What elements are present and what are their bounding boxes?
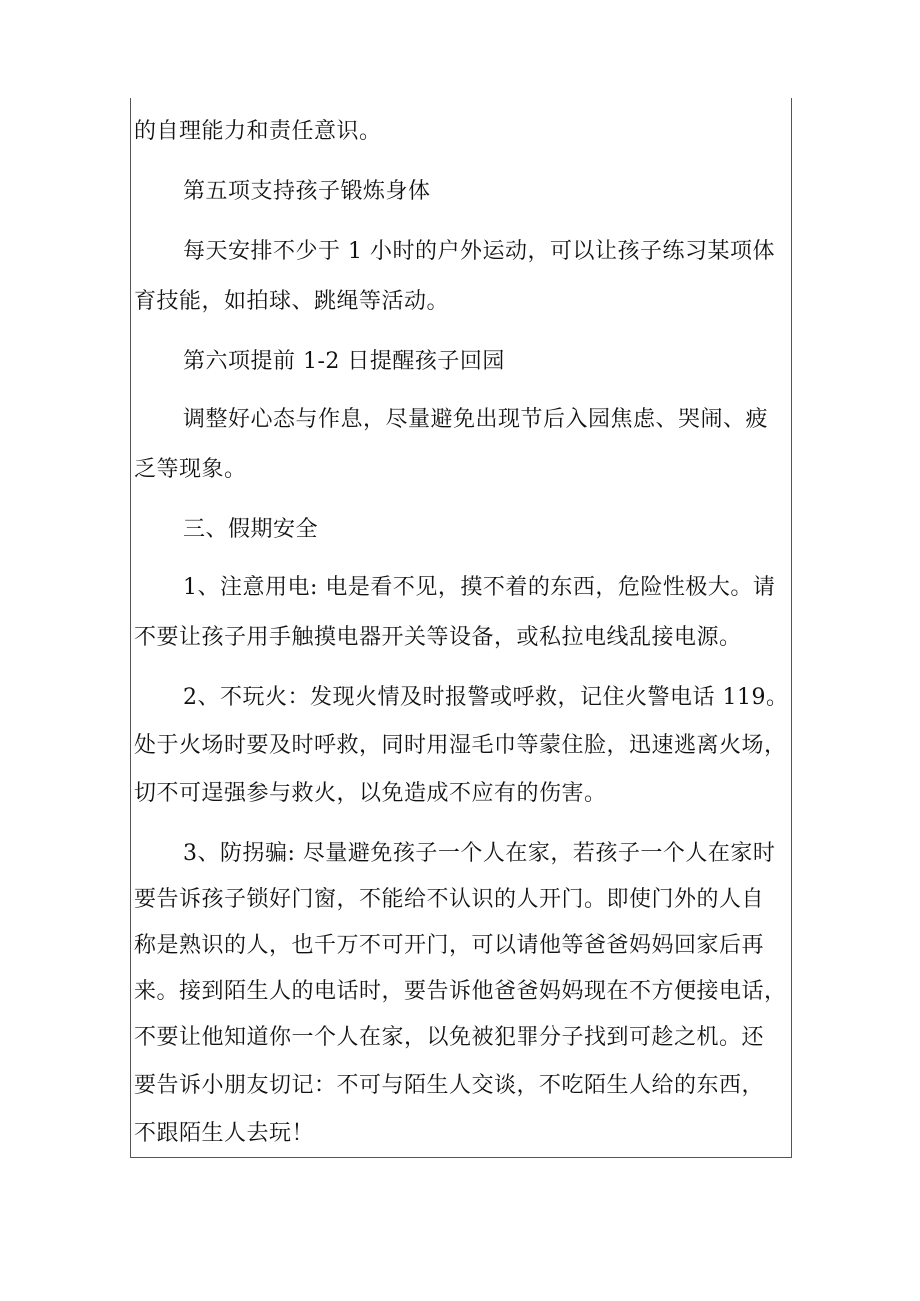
paragraph-line: 来。接到陌生人的电话时，要告诉他爸爸妈妈现在不方便接电话， — [134, 979, 787, 1004]
paragraph-line: 不跟陌生人去玩！ — [134, 1121, 315, 1146]
paragraph-line: 要告诉小朋友切记：不可与陌生人交谈，不吃陌生人给的东西， — [134, 1073, 765, 1098]
paragraph-line: 切不可逞强参与救火，以免造成不应有的伤害。 — [134, 781, 607, 806]
paragraph-line: 育技能，如拍球、跳绳等活动。 — [134, 289, 450, 314]
paragraph-line: 称是熟识的人，也千万不可开门，可以请他等爸爸妈妈回家后再 — [134, 933, 765, 958]
paragraph-line: 处于火场时要及时呼救，同时用湿毛巾等蒙住脸，迅速逃离火场， — [134, 733, 787, 758]
paragraph-line: 要告诉孩子锁好门窗，不能给不认识的人开门。即使门外的人自 — [134, 887, 765, 912]
paragraph-line: 的自理能力和责任意识。 — [134, 119, 382, 144]
paragraph-line: 调整好心态与作息，尽量避免出现节后入园焦虑、哭闹、疲 — [183, 407, 769, 432]
section-item-heading: 第五项支持孩子锻炼身体 — [183, 179, 431, 204]
paragraph-line: 不要让他知道你一个人在家，以免被犯罪分子找到可趁之机。还 — [134, 1025, 765, 1050]
paragraph-line: 1、注意用电: 电是看不见，摸不着的东西，危险性极大。请 — [183, 575, 776, 600]
paragraph-line: 乏等现象。 — [134, 457, 247, 482]
section-heading: 三、假期安全 — [183, 517, 319, 542]
paragraph-line: 3、防拐骗: 尽量避免孩子一个人在家，若孩子一个人在家时 — [183, 841, 776, 866]
paragraph-line: 2、不玩火：发现火情及时报警或呼救，记住火警电话 119。 — [183, 685, 789, 710]
paragraph-line: 不要让孩子用手触摸电器开关等设备，或私拉电线乱接电源。 — [134, 625, 742, 650]
section-item-heading: 第六项提前 1-2 日提醒孩子回园 — [183, 349, 505, 374]
paragraph-line: 每天安排不少于 1 小时的户外运动，可以让孩子练习某项体 — [183, 239, 775, 264]
